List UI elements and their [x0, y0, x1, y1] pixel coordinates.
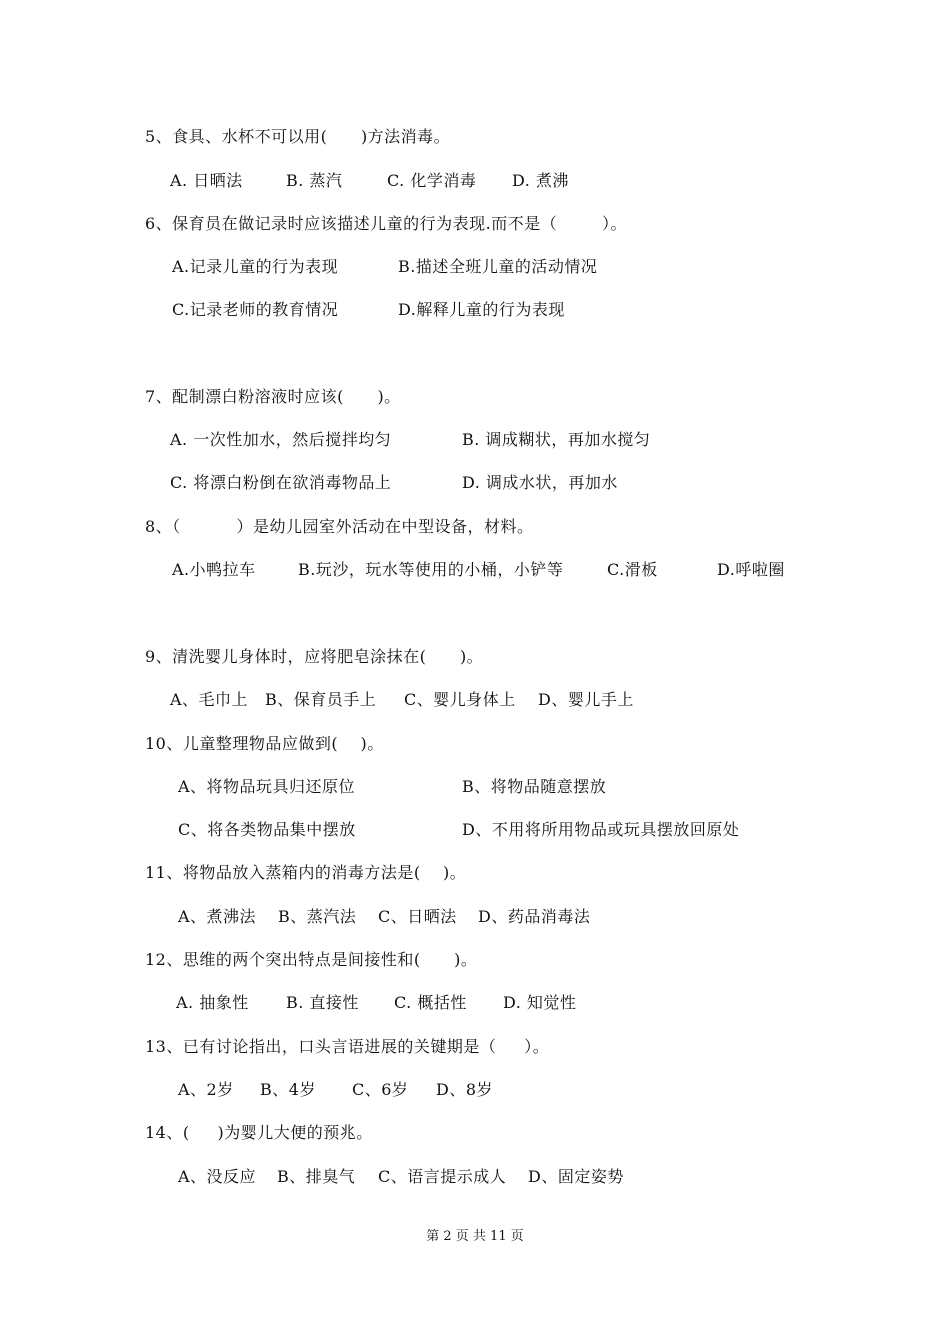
question-8-option-b: B.玩沙，玩水等使用的小桶，小铲等 — [298, 560, 564, 579]
question-10-stem: 10、儿童整理物品应做到( )。 — [145, 734, 384, 753]
question-11-option-c: C、日晒法 — [378, 907, 457, 926]
question-5-option-a: A. 日晒法 — [170, 171, 243, 190]
question-5-option-b: B. 蒸汽 — [286, 171, 343, 190]
question-13-option-b: B、4岁 — [260, 1080, 316, 1099]
question-5-option-c: C. 化学消毒 — [387, 171, 477, 190]
question-10-option-b: B、将物品随意摆放 — [462, 777, 607, 796]
question-11-option-d: D、药品消毒法 — [478, 907, 591, 926]
question-9-option-b: B、保育员手上 — [265, 690, 377, 709]
question-14-option-c: C、语言提示成人 — [378, 1167, 507, 1186]
question-9-option-a: A、毛巾上 — [170, 690, 249, 709]
question-11-option-a: A、煮沸法 — [178, 907, 257, 926]
question-11-stem: 11、将物品放入蒸箱内的消毒方法是( )。 — [145, 863, 467, 882]
question-8-stem: 8、（ ）是幼儿园室外活动在中型设备，材料。 — [145, 517, 534, 536]
question-6-stem: 6、保育员在做记录时应该描述儿童的行为表现.而不是（ ）。 — [145, 214, 627, 233]
page-footer: 第 2 页 共 11 页 — [426, 1229, 524, 1244]
question-12-option-b: B. 直接性 — [286, 993, 359, 1012]
question-13-option-c: C、6岁 — [352, 1080, 409, 1099]
question-6-option-c: C.记录老师的教育情况 — [172, 300, 339, 319]
question-7-option-c: C. 将漂白粉倒在欲消毒物品上 — [170, 473, 392, 492]
question-14-option-b: B、排臭气 — [277, 1167, 356, 1186]
question-6-option-d: D.解释儿童的行为表现 — [398, 300, 565, 319]
question-7-option-b: B. 调成糊状，再加水搅匀 — [462, 430, 651, 449]
question-12-stem: 12、思维的两个突出特点是间接性和( )。 — [145, 950, 478, 969]
question-14-option-d: D、固定姿势 — [528, 1167, 624, 1186]
question-7-option-a: A. 一次性加水，然后搅拌均匀 — [170, 430, 392, 449]
question-10-option-a: A、将物品玩具归还原位 — [178, 777, 356, 796]
question-13-stem: 13、已有讨论指出，口头言语进展的关键期是（ ）。 — [145, 1037, 550, 1056]
question-5-option-d: D. 煮沸 — [512, 171, 569, 190]
question-5-stem: 5、食具、水杯不可以用( )方法消毒。 — [145, 127, 451, 146]
question-6-option-a: A.记录儿童的行为表现 — [172, 257, 339, 276]
question-7-stem: 7、配制漂白粉溶液时应该( )。 — [145, 387, 401, 406]
question-13-option-d: D、8岁 — [436, 1080, 494, 1099]
question-11-option-b: B、蒸汽法 — [278, 907, 357, 926]
question-8-option-d: D.呼啦圈 — [717, 560, 785, 579]
question-8-option-a: A.小鸭拉车 — [172, 560, 256, 579]
question-9-option-d: D、婴儿手上 — [538, 690, 634, 709]
question-13-option-a: A、2岁 — [178, 1080, 234, 1099]
question-9-stem: 9、清洗婴儿身体时，应将肥皂涂抹在( )。 — [145, 647, 484, 666]
question-7-option-d: D. 调成水状，再加水 — [462, 473, 618, 492]
question-8-option-c: C.滑板 — [607, 560, 658, 579]
question-14-option-a: A、没反应 — [178, 1167, 257, 1186]
question-9-option-c: C、婴儿身体上 — [404, 690, 516, 709]
question-12-option-d: D. 知觉性 — [503, 993, 577, 1012]
question-12-option-a: A. 抽象性 — [176, 993, 249, 1012]
question-14-stem: 14、( )为婴儿大便的预兆。 — [145, 1123, 373, 1142]
question-12-option-c: C. 概括性 — [394, 993, 467, 1012]
question-6-option-b: B.描述全班儿童的活动情况 — [398, 257, 598, 276]
question-10-option-d: D、不用将所用物品或玩具摆放回原处 — [462, 820, 740, 839]
question-10-option-c: C、将各类物品集中摆放 — [178, 820, 356, 839]
